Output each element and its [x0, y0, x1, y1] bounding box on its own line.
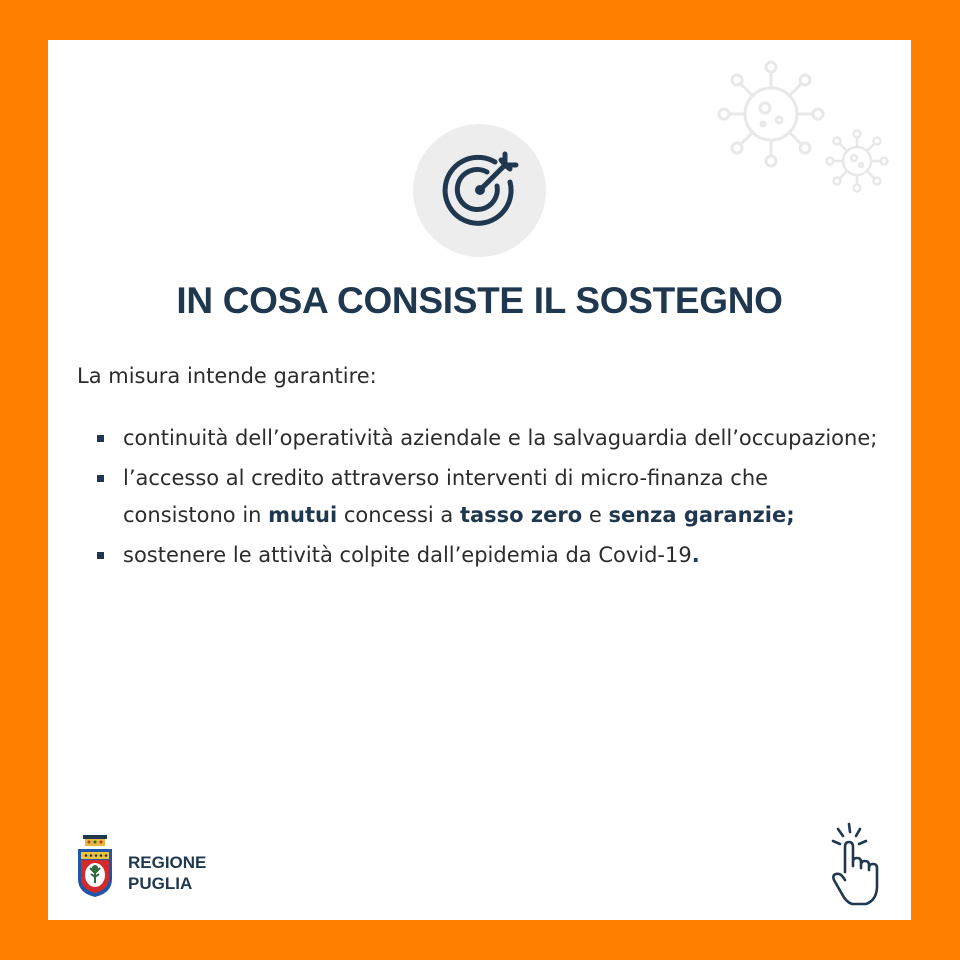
bullet-text: e — [582, 503, 609, 527]
brand-line-2: PUGLIA — [128, 874, 193, 893]
bullet-bold-text: mutui — [268, 503, 338, 527]
bullet-marker — [97, 475, 104, 482]
bullet-marker — [97, 435, 104, 442]
bullet-bold-text: senza garanzie; — [608, 503, 795, 527]
target-icon — [413, 124, 546, 257]
bullet-text: concessi a — [337, 503, 460, 527]
target-icon-badge — [413, 124, 546, 257]
tap-hand-icon — [828, 820, 880, 908]
bullet-bold-text: . — [691, 543, 700, 567]
bullet-text: l’accesso al credito attraverso interventi di micro-finanza che consistono in — [123, 466, 769, 527]
brand-line-1: REGIONE — [128, 853, 207, 872]
intro-text: La misura intende garantire: — [77, 364, 377, 388]
bullet-bold-text: tasso zero — [459, 503, 583, 527]
bullet-list — [97, 420, 887, 577]
content-card — [48, 40, 911, 920]
bullet-text: sostenere le attività colpite dall’epidemia da Covid-19 — [123, 543, 692, 567]
list-item — [97, 460, 887, 534]
bullet-marker — [97, 552, 104, 559]
list-item — [97, 420, 887, 457]
page-title: IN COSA CONSISTE IL SOSTEGNO — [176, 280, 783, 321]
brand-name — [128, 852, 206, 894]
bullet-text: continuità dell’operatività aziendale e la salvaguardia dell’occupazione; — [123, 426, 878, 450]
list-item — [97, 537, 887, 574]
virus-icon — [713, 56, 829, 172]
virus-icon — [824, 128, 890, 194]
regione-puglia-coat-of-arms-logo — [75, 833, 115, 899]
